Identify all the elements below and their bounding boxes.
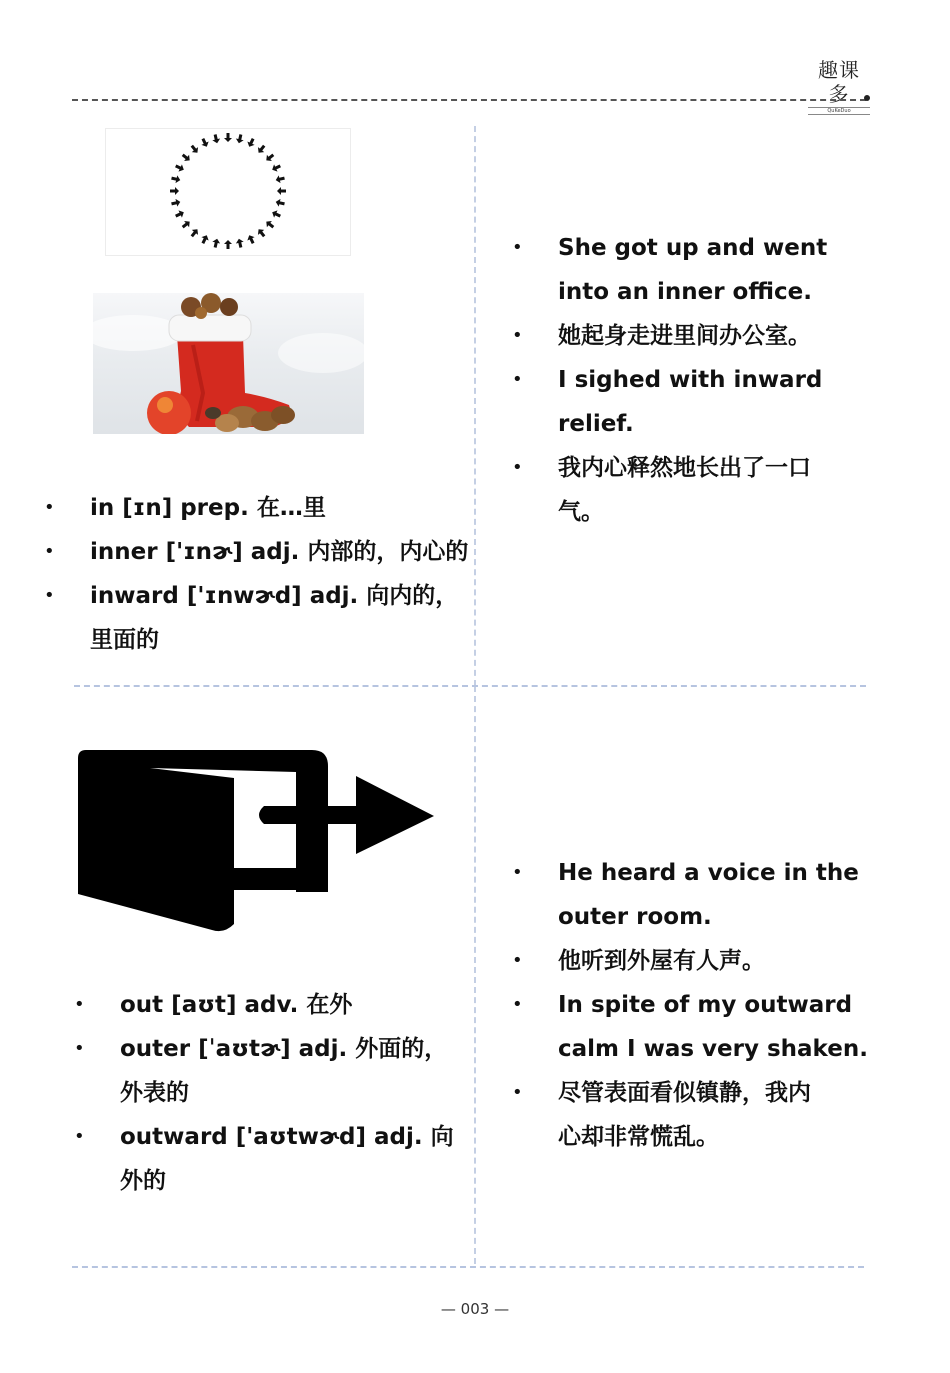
brand-name-cn: 趣课多 — [818, 58, 860, 106]
inward-arrows-icon — [106, 129, 350, 255]
header-divider — [72, 99, 866, 101]
vertical-divider-top — [474, 126, 476, 686]
example-line: I sighed with inward — [558, 367, 823, 393]
page-number: — 003 — — [440, 1300, 510, 1318]
header-divider-dot — [864, 95, 870, 101]
example-line-continued: calm I was very shaken. — [558, 1036, 868, 1062]
vocab-line: outward ['aʊtwɚd] adj. 向 — [120, 1124, 454, 1150]
list-item — [44, 574, 468, 662]
vocab-line: inner ['ɪnɚ] adj. 内部的，内心的 — [90, 539, 469, 565]
brand-logo — [808, 58, 870, 115]
exit-door-icon — [74, 744, 440, 940]
example-line: She got up and went — [558, 235, 828, 261]
example-line: In spite of my outward — [558, 992, 853, 1018]
vocab-line: outer [ˈaʊtɚ] adj. 外面的， — [120, 1036, 448, 1062]
example-line: He heard a voice in the — [558, 860, 859, 886]
list-item — [512, 851, 868, 939]
example-line-continued: into an inner office. — [558, 279, 812, 305]
list-item — [44, 486, 468, 530]
example-line: 她起身走进里间办公室。 — [558, 323, 811, 349]
christmas-stocking-image — [93, 293, 364, 434]
vocab-line-continued: 外表的 — [120, 1080, 189, 1106]
example-line-continued: 气。 — [558, 499, 604, 525]
middle-divider — [74, 685, 866, 687]
vocab-line: out [aʊt] adv. 在外 — [120, 992, 353, 1018]
vocab-list-in — [44, 486, 468, 662]
vertical-divider-bottom — [474, 686, 476, 1264]
bottom-divider — [72, 1266, 864, 1268]
example-line: 我内心释然地长出了一口 — [558, 455, 811, 481]
exit-door-image — [74, 744, 440, 940]
example-line: 他听到外屋有人声。 — [558, 948, 765, 974]
list-item — [512, 446, 827, 534]
list-item — [74, 983, 454, 1027]
vocab-list-out — [74, 983, 454, 1203]
example-line-continued: relief. — [558, 411, 634, 437]
example-line: 尽管表面看似镇静，我内 — [558, 1080, 811, 1106]
list-item — [512, 939, 868, 983]
example-line-continued: outer room. — [558, 904, 712, 930]
vocab-line: inward ['ɪnwɚd] adj. 向内的， — [90, 583, 459, 609]
list-item — [512, 983, 868, 1071]
example-line-continued: 心却非常慌乱。 — [558, 1124, 719, 1150]
list-item — [512, 358, 827, 446]
vocab-line: in [ɪn] prep. 在…里 — [90, 495, 326, 521]
list-item — [44, 530, 468, 574]
inward-arrows-circle-image — [105, 128, 351, 256]
brand-name-en: QuKeDuo — [808, 107, 870, 115]
list-item — [74, 1027, 454, 1115]
list-item — [512, 1071, 868, 1159]
list-item — [74, 1115, 454, 1203]
example-list-out — [512, 851, 868, 1159]
vocab-line-continued: 里面的 — [90, 627, 159, 653]
vocab-line-continued: 外的 — [120, 1168, 166, 1194]
list-item — [512, 226, 827, 314]
list-item — [512, 314, 827, 358]
example-list-in — [512, 226, 827, 534]
